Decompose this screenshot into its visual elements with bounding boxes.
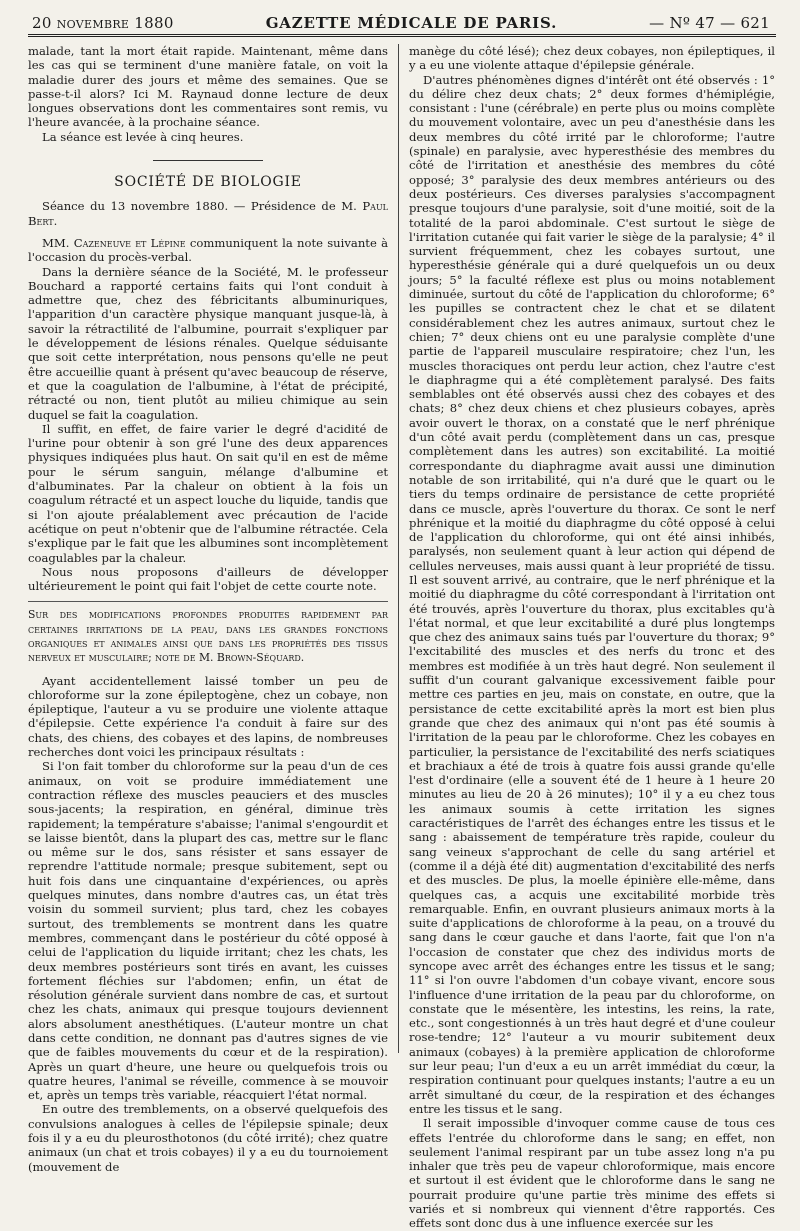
header-rule — [28, 34, 776, 37]
right-column — [409, 44, 775, 1231]
left-paragraph-4: Dans la dernière séance de la Société, M. le professeur Bouchard a rapporté certains faits qui l'ont conduit à admettre que, chez des fébricitants albuminuriques, l'apparition d'un caractère physique manquant jusque-là, à savoir la rétractilité de l'albumine, pourrait s'expliquer par le développement de lésions rénales. Quelque séduisante que soit cette interprétation, nous pensons qu'elle ne peut être accueillie quant à présent qu'avec beaucoup de réserve, et que la coagulation de l'albumine, à l'état de précipité, rétracté ou non, tient plutôt au milieu chimique au sein duquel se fait la coagulation. — [28, 264, 388, 422]
left-paragraph-2: La séance est levée à cinq heures. — [42, 129, 244, 144]
left-paragraph-6: Nous nous proposons d'ailleurs de développer ultérieurement le point qui fait l'objet de cette courte note. — [28, 564, 388, 594]
article-title: Sur des modifications profondes produites rapidement par certaines irritations de la peau, dans les grandes fonctions organiques et animales ainsi que dans les propriétés des tissus nerveux et musculaire; note de M. Brown-Séquard. — [28, 608, 388, 665]
column-divider — [398, 44, 399, 1053]
left-column — [28, 44, 388, 1174]
left-paragraph-3 — [28, 236, 388, 265]
left-paragraph-5: Il suffit, en effet, de faire varier le degré d'acidité de l'urine pour obtenir à son gré l'une des deux apparences physiques indiquées plus haut. On sait qu'il en est de même pour le sérum sanguin, mélange d'albumine et d'albuminates. Par la chaleur on obtient à la fois un coagulum rétracté et un aspect louche du liquide, tandis que si l'on ajoute préalablement avec précaution de l'acide acétique on peut n'obtenir que de l'albumine rétractée. Cela s'explique par le fait que les albumines sont incomplètement coagulables par la chaleur. — [28, 421, 388, 565]
article-separator — [28, 601, 388, 602]
left-paragraph-1: malade, tant la mort était rapide. Maintenant, même dans les cas qui se terminent d'une manière fatale, on voit la maladie durer des jours et même des semaines. Que se passe-t-il alors? Ici M. Raynaud donne lecture de deux longues observations dont les commentaires sont remis, vu l'heure avancée, à la prochaine séance. — [28, 44, 388, 130]
page-header — [32, 8, 770, 32]
header-title: GAZETTE MÉDICALE DE PARIS. — [265, 14, 558, 32]
p3-a: MM. — [42, 235, 74, 250]
section-separator — [153, 160, 263, 161]
left-paragraph-7: Ayant accidentellement laissé tomber un peu de chloroforme sur la zone épileptogène, chez un cobaye, non épileptique, l'auteur a vu se produire une violente attaque d'épilepsie. Cette expérience l'a conduit à faire sur des chats, des chiens, des cobayes et des lapins, de nombreuses recherches dont voici les principaux résultats : — [28, 673, 388, 760]
president-name: Paul Bert. — [28, 199, 388, 228]
section-title: SOCIÉTÉ DE BIOLOGIE — [114, 174, 302, 191]
seance-line — [28, 199, 388, 228]
left-paragraph-8: Si l'on fait tomber du chloroforme sur la peau d'un de ces animaux, on voit se produire immédiatement une contraction réflexe des muscles peauciers et des muscles sous-jacents; la respiration, en général, diminue très rapidement; la température s'abaisse; l'animal s'engourdit et se laisse bientôt, dans la plupart des cas, mettre sur le flanc ou même sur le dos, sans résister et sans essayer de reprendre l'attitude normale; presque subitement, sept ou huit fois dans une cinquantaine d'expériences, ou après quelques minutes, dans nombre d'autres cas, un état très voisin du sommeil survient; plus tard, chez les cobayes surtout, des tremblements se montrent dans les quatre membres, commençant dans le postérieur du côté opposé à celui de l'application du liquide irritant; chez les chats, les deux membres postérieurs sont tirés en avant, les cuisses fortement fléchies sur l'abdomen; enfin, un état de résolution générale survient dans nombre de cas, et surtout chez les chats, animaux qui presque toujours deviennent alors absolument anesthétiques. (L'auteur montre un chat dans cette condition, ne donnant pas d'autres signes de vie que de faibles mouvements du cœur et de la respiration). Après un quart d'heure, une heure ou quelquefois trois ou quatre heures, l'animal se réveille, commence à se mouvoir et, après un temps très variable, réacquiert l'état normal. — [28, 759, 388, 1103]
spacer — [28, 666, 388, 674]
header-date: 20 novembre 1880 — [32, 14, 174, 32]
right-paragraph-1: manège du côté lésé); chez deux cobayes, non épileptiques, il y a eu une violente attaque d'épilepsie générale. — [409, 44, 775, 73]
right-paragraph-3: Il serait impossible d'invoquer comme cause de tous ces effets l'entrée du chloroforme dans le sang; en effet, non seulement l'animal respirant par un tube assez long n'a pu inhaler que très peu de vapeur chloroformique, mais encore et surtout il est évident que le chloroforme dans le sang ne pourrait produire qu'une partie très minime des effets si variés et si nombreux qui viennent d'être rapportés. Ces effets sont donc dus à une influence exercée sur les — [409, 1116, 775, 1231]
header-issue: — Nº 47 — 621 — [649, 14, 770, 32]
left-paragraph-9: En outre des tremblements, on a observé quelquefois des convulsions analogues à celles de l'épilepsie spinale; deux fois il y a eu du pleurosthotonos (du côté irrité); chez quatre animaux (un chat et trois cobayes) il y a eu du tournoiement (mouvement de — [28, 1102, 388, 1174]
right-paragraph-2: D'autres phénomènes dignes d'intérêt ont été observés : 1° du délire chez deux chats; 2° deux formes d'hémiplégie, consistant : l'une (cérébrale) en perte plus ou moins complète du mouvement volontaire, avec un peu d'anesthésie dans les deux membres du côté irrité par le chloroforme; l'autre (spinale) en paralysie, avec hyperesthésie des membres du côté de l'irritation et anesthésie des membres du côté opposé; 3° paralysie des deux membres antérieurs ou des deux postérieurs. Ces diverses paralysies s'accompagnent presque toujours d'une paralysie, soit d'une moitié, soit de la totalité de la paroi abdominale. C'est surtout le siège de l'irritation cutanée qui fait varier le siège de la paralysie; 4° il survient fréquemment, chez les cobayes surtout, une hyperesthésie générale qui a duré quelquefois un ou deux jours; 5° la faculté réflexe est plus ou moins notablement diminuée, surtout du côté de l'application du chloroforme; 6° les pupilles se contractent chez le chat et se dilatent considérablement chez les autres animaux, surtout chez le chien; 7° deux chiens ont eu une paralysie complète d'une partie de l'appareil musculaire respiratoire; chez l'un, les muscles thoraciques ont perdu leur action, chez l'autre c'est le diaphragme qui a été complètement paralysé. Des faits semblables ont été observés aussi chez des cobayes et des chats; 8° chez deux chiens et chez plusieurs cobayes, après avoir ouvert le thorax, on a constaté que le nerf phrénique d'un côté avait perdu (complètement dans un cas, presque complètement dans les autres) son excitabilité. La moitié correspondante du diaphragme avait aussi une diminution notable de son irritabilité, qui n'a duré que le quart ou le tiers du temps ordinaire de persistance de cette propriété dans ce muscle, après l'ouverture du thorax. Ce sont le nerf phrénique et la moitié du diaphragme du côté opposé à celui de l'application du chloroforme, qui ont été ainsi inhibés, paralysés, non seulement quant à leur action qui dépend de cellules nerveuses, mais aussi quant à leur propriété de tissu. Il est souvent arrivé, au contraire, que le nerf phrénique et la moitié du diaphragme du côté correspondant à l'irritation ont été trouvés, après l'ouverture du thorax, plus excitables qu'à l'état normal, et que leur excitabilité a duré plus longtemps que chez des animaux sains tués par l'ouverture du thorax; 9° l'excitabilité des muscles et des nerfs du tronc et des membres est modifiée à un très haut degré. Non seulement il suffit d'un courant galvanique excessivement faible pour mettre ces parties en jeu, mais on constate, en outre, que la persistance de cette excitabilité après la mort est bien plus grande que chez des animaux qui n'ont pas été soumis à l'irritation de la peau par le chloroforme. Chez les cobayes en particulier, la persistance de l'excitabilité des nerfs sciatiques et brachiaux a été de trois à quatre fois aussi grande qu'elle l'est d'ordinaire (elle a souvent été de 1 heure à 1 heure 20 minutes au lieu de 20 à 26 minutes); 10° il y a eu chez tous les animaux soumis à cette irritation les signes caractéristiques de l'arrêt des échanges entre les tissus et le sang : abaissement de température très rapide, couleur du sang veineux s'approchant de celle du sang artériel et (comme il a déjà été dit) augmentation d'excitabilité des nerfs et des muscles. De plus, la moelle épinière elle-même, dans quelques cas, a acquis une excitabilité morbide très remarquable. Enfin, en ouvrant plusieurs animaux morts à la suite d'applications de chloroforme à la peau, on a trouvé du sang dans le cœur gauche et dans l'aorte, fait que l'on n'a l'occasion de constater que chez des individus morts de syncope avec arrêt des échanges entre les tissus et le sang; 11° si l'on ouvre l'abdomen d'un cobaye vivant, encore sous l'influence d'une irritation de la peau par du chloroforme, on constate que le mésentère, les intestins, les reins, la rate, etc., sont congestionnés à un très haut degré et d'une couleur rose-tendre; 12° l'auteur a vu mourir subitement deux animaux (cobayes) à la première application de chloroforme sur leur peau; l'un d'eux a eu un arrêt immédiat du cœur, la respiration continuant pour quelques instants; l'autre a eu un arrêt simultané du cœur, de la respiration et des échanges entre les tissus et le sang. — [409, 72, 775, 1116]
seance-text: Séance du 13 novembre 1880. — Présidence de M. — [42, 199, 363, 214]
p3-authors: Cazeneuve et Lépine — [73, 235, 186, 250]
p3-c: communiquent la note suivante à l'occasion du procès-verbal. — [28, 235, 388, 265]
